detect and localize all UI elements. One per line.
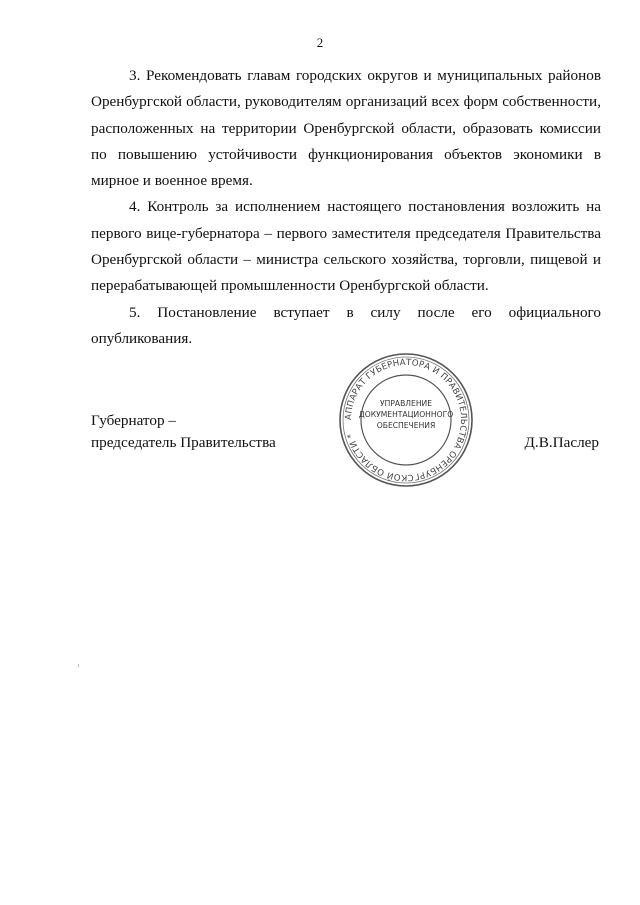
signatory-name: Д.В.Паслер [524,434,599,451]
official-stamp [338,352,474,488]
paragraph-4: 4. Контроль за исполнением настоящего постановления возложить на первого вице-губернатора – первого заместителя председателя Правительства Оренбургской области – министра сельского хозяйства, торговли, пищевой и перерабатывающей промышленности Оренбургской области. [91,198,601,295]
document-body [91,63,601,352]
stamp-ring-text: АППАРАТ ГУБЕРНАТОРА И ПРАВИТЕЛЬСТВА ОРЕНБУРГСКОЙ ОБЛАСТИ * [343,357,469,483]
stamp-center-line3: ОБЕСПЕЧЕНИЯ [376,421,436,430]
signatory-title-line2: председатель Правительства [91,434,276,451]
signatory-title-line1: Губернатор – [91,412,176,429]
paragraph-3: 3. Рекомендовать главам городских округов и муниципальных районов Оренбургской области, руководителям организаций всех форм собственности, расположенных на территории Оренбургской области, образовать комиссии по повышению устойчивости функционирования объектов экономики в мирное и военное время. [91,67,601,190]
stamp-center-line2: ДОКУМЕНТАЦИОННОГО [358,410,454,419]
stamp-center-line1: УПРАВЛЕНИЕ [379,399,433,408]
page-number: 2 [316,35,324,50]
signatory-title [91,410,276,454]
scan-artifact [78,664,79,667]
paragraph-5: 5. Постановление вступает в силу после его официального опубликования. [91,303,601,347]
